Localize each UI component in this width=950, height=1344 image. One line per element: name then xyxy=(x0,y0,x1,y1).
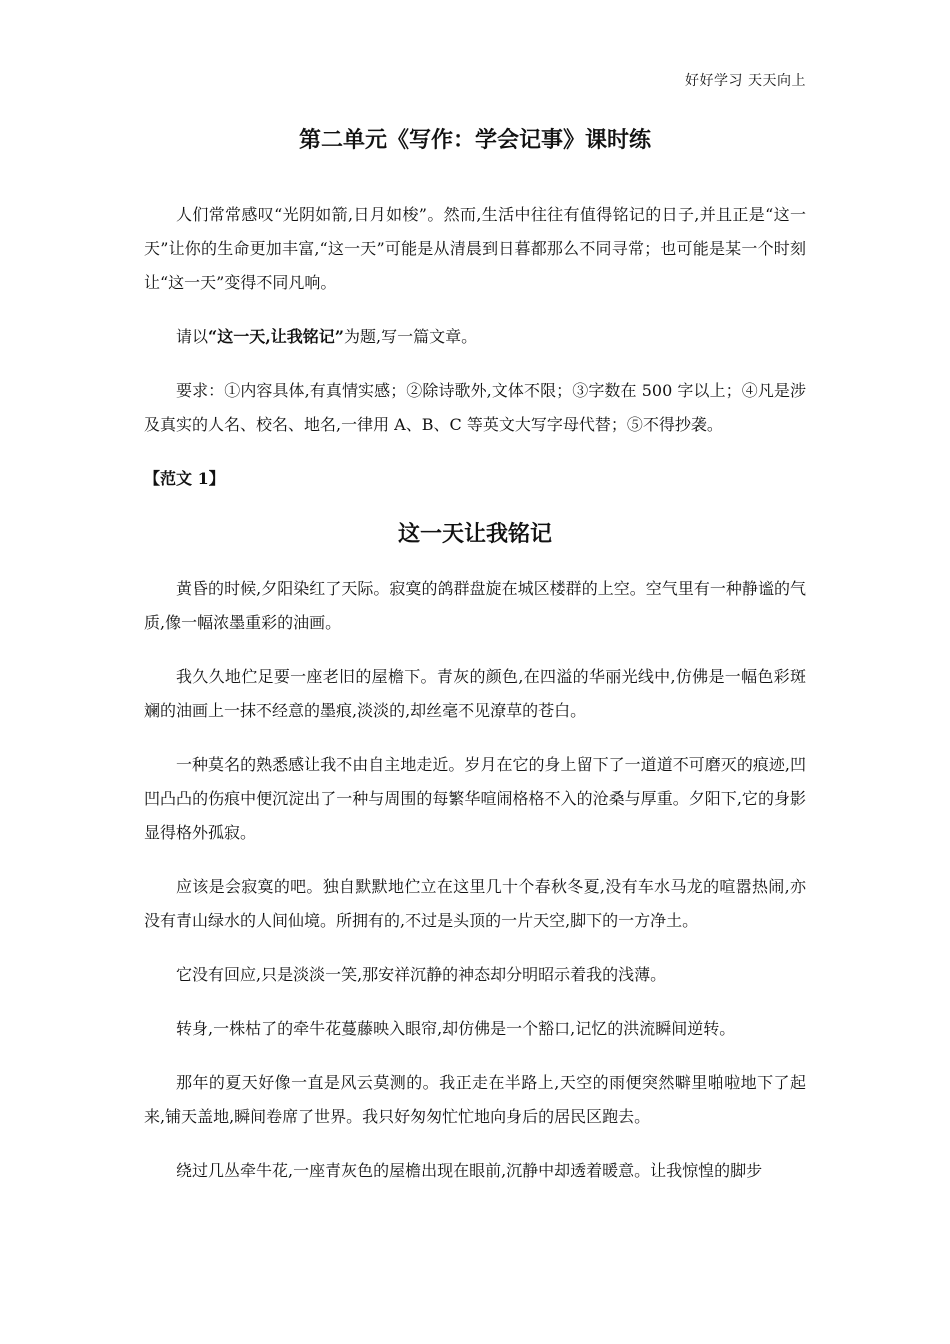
prompt-suffix: 为题,写一篇文章。 xyxy=(344,327,478,346)
header-note: 好好学习 天天向上 xyxy=(685,73,806,89)
essay-title: 这一天让我铭记 xyxy=(397,521,552,547)
essay-paragraph: 绕过几丛牵牛花,一座青灰色的屋檐出现在眼前,沉静中却透着暖意。让我惊惶的脚步 xyxy=(176,1161,763,1180)
prompt-paragraph xyxy=(144,320,806,354)
requirements-paragraph: 要求：①内容具体,有真情实感；②除诗歌外,文体不限；③字数在 500 字以上；④凡是涉及真实的人名、校名、地名,一律用 A、B、C 等英文大写字母代替；⑤不得抄袭。 xyxy=(144,381,806,434)
essay-paragraph: 转身,一株枯了的牵牛花蔓藤映入眼帘,却仿佛是一个豁口,记忆的洪流瞬间逆转。 xyxy=(176,1019,736,1038)
essay-paragraph: 它没有回应,只是淡淡一笑,那安祥沉静的神态却分明昭示着我的浅薄。 xyxy=(176,965,667,984)
essay-paragraph: 应该是会寂寞的吧。独自默默地伫立在这里几十个春秋冬夏,没有车水马龙的喧嚣热闹,亦没有青山绿水的人间仙境。所拥有的,不过是头顶的一片天空,脚下的一方净土。 xyxy=(144,877,806,930)
essay-paragraph: 黄昏的时候,夕阳染红了天际。寂寞的鸽群盘旋在城区楼群的上空。空气里有一种静谧的气质,像一幅浓墨重彩的油画。 xyxy=(144,579,806,632)
sample-tag: 【范文 1】 xyxy=(144,469,225,488)
essay-paragraph: 一种莫名的熟悉感让我不由自主地走近。岁月在它的身上留下了一道道不可磨灭的痕迹,凹凹凸凸的伤痕中便沉淀出了一种与周围的每繁华喧闹格格不入的沧桑与厚重。夕阳下,它的身影显得格外孤寂。 xyxy=(144,755,806,842)
document-title: 第二单元《写作：学会记事》课时练 xyxy=(298,127,651,153)
intro-paragraph: 人们常常感叹“光阴如箭,日月如梭”。然而,生活中往往有值得铭记的日子,并且正是“这一天”让你的生命更加丰富,“这一天”可能是从清晨到日暮都那么不同寻常；也可能是某一个时刻让“这一天”变得不同凡响。 xyxy=(144,205,806,292)
prompt-topic: “这一天,让我铭记” xyxy=(208,327,344,346)
prompt-prefix: 请以 xyxy=(176,327,209,346)
essay-paragraph: 那年的夏天好像一直是风云莫测的。我正走在半路上,天空的雨便突然噼里啪啦地下了起来,铺天盖地,瞬间卷席了世界。我只好匆匆忙忙地向身后的居民区跑去。 xyxy=(144,1073,806,1126)
essay-paragraph: 我久久地伫足要一座老旧的屋檐下。青灰的颜色,在四溢的华丽光线中,仿佛是一幅色彩斑斓的油画上一抹不经意的墨痕,淡淡的,却丝毫不见潦草的苍白。 xyxy=(144,667,806,720)
document-content xyxy=(144,118,806,1208)
